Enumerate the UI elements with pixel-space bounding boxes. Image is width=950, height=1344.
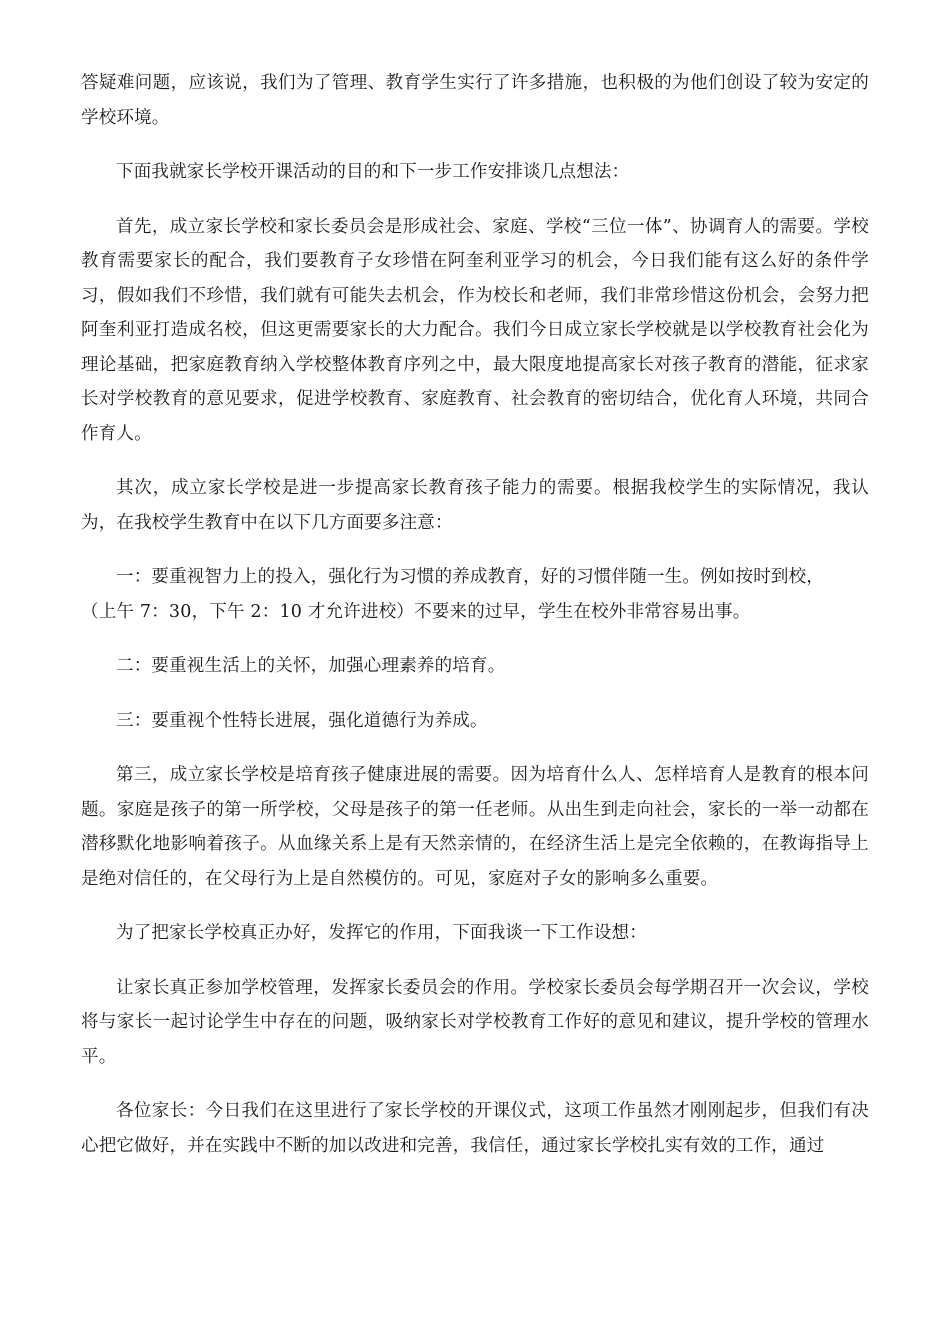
- paragraph-work-plan-intro: 为了把家长学校真正办好，发挥它的作用，下面我谈一下工作设想：: [116, 923, 647, 943]
- list-item-two: 二：要重视生活上的关怀，加强心理素养的培育。: [116, 656, 506, 676]
- paragraph-parent-committee: 让家长真正参加学校管理，发挥家长委员会的作用。学校家长委员会每学期召开一次会议，学校将与家长一起讨论学生中存在的问题，吸纳家长对学校教育工作好的意见和建议，提升学校的管理水平。: [81, 977, 869, 1067]
- list-item-three: 三：要重视个性特长进展，强化道德行为养成。: [116, 710, 488, 731]
- list-item-one-continued: （上午 7：30，下午 2：10 才允许进校）不要来的过早，学生在校外非常容易出事。: [81, 601, 751, 622]
- paragraph-third-point: 第三，成立家长学校是培育孩子健康进展的需要。因为培育什么人、怎样培育人是教育的根本问题。家庭是孩子的第一所学校，父母是孩子的第一任老师。从出生到走向社会，家长的一举一动都在潜移默化地影响着孩子。从血缘关系上是有天然亲情的，在经济生活上是完全依赖的，在教诲指导上是绝对信任的，在父母行为上是自然模仿的。可见，家庭对子女的影响多么重要。: [81, 765, 869, 889]
- document-body: [81, 66, 869, 1183]
- paragraph-first-point: 首先，成立家长学校和家长委员会是形成社会、家庭、学校“三位一体”、协调育人的需要。学校教育需要家长的配合，我们要教育子女珍惜在阿奎利亚学习的机会，今日我们能有这么好的条件学习，假如我们不珍惜，我们就有可能失去机会，作为校长和老师，我们非常珍惜这份机会，会努力把阿奎利亚打造成名校，但这更需要家长的大力配合。我们今日成立家长学校就是以学校教育社会化为理论基础，把家庭教育纳入学校整体教育序列之中，最大限度地提高家长对孩子教育的潜能，征求家长对学校教育的意见要求，促进学校教育、家庭教育、社会教育的密切结合，优化育人环境，共同合作育人。: [81, 216, 869, 444]
- paragraph-closing: 各位家长：今日我们在这里进行了家长学校的开课仪式，这项工作虽然才刚刚起步，但我们有决心把它做好，并在实践中不断的加以改进和完善，我信任，通过家长学校扎实有效的工作，通过: [81, 1101, 869, 1156]
- paragraph-intro-thoughts: 下面我就家长学校开课活动的目的和下一步工作安排谈几点想法：: [116, 162, 630, 182]
- list-item-one: 一：要重视智力上的投入，强化行为习惯的养成教育，好的习惯伴随一生。例如按时到校，: [116, 567, 824, 587]
- paragraph-continuation: 答疑难问题，应该说，我们为了管理、教育学生实行了许多措施，也积极的为他们创设了较为安定的学校环境。: [81, 73, 869, 128]
- paragraph-second-point: 其次，成立家长学校是进一步提高家长教育孩子能力的需要。根据我校学生的实际情况，我认为，在我校学生教育中在以下几方面要多注意：: [81, 478, 869, 533]
